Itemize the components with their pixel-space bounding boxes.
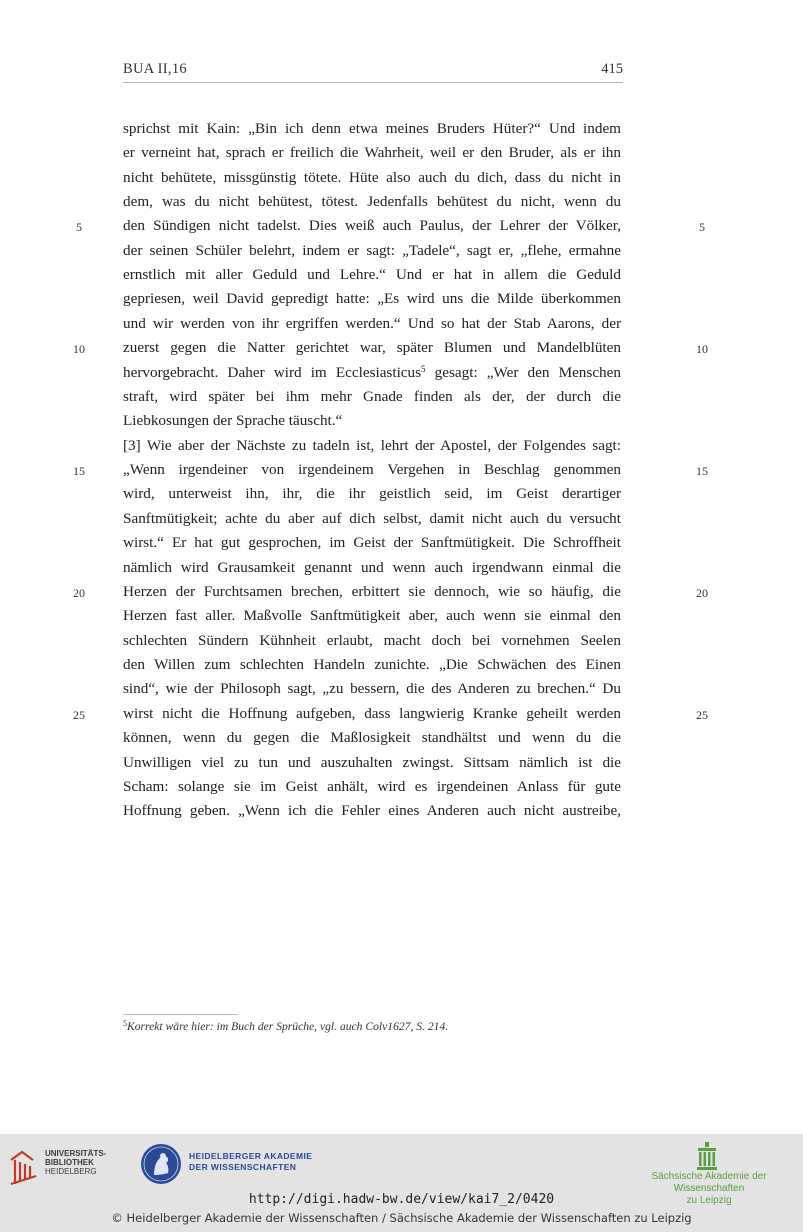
hadw-line: DER WISSENSCHAFTEN <box>189 1162 297 1172</box>
academy-leipzig-building-icon[interactable] <box>696 1142 718 1170</box>
hadw-line: HEIDELBERGER AKADEMIE <box>189 1151 313 1161</box>
line-number: 25 <box>73 708 85 722</box>
text-line: nicht behütete, missgünstig tötete. Hüte also auch du dich, dass du nicht in <box>123 169 621 186</box>
line-number: 10 <box>73 342 85 356</box>
ub-line: UNIVERSITÄTS- <box>45 1149 107 1158</box>
text-line: der seinen Schüler belehrt, indem er sagt: „Tadele“, sagt er, „flehe, ermahne <box>123 242 621 259</box>
line-number: 25 <box>696 708 708 722</box>
text-line: er verneint hat, sprach er freilich die Wahrheit, weil er den Bruder, als er ihn <box>123 144 621 161</box>
text-line: [3] Wie aber der Nächste zu tadeln ist, lehrt der Apostel, der Folgendes sagt: <box>123 437 621 454</box>
page-number: 415 <box>601 61 623 77</box>
text-line: gepriesen, weil David gepredigt hatte: „Es wird uns die Milde überkommen <box>123 290 621 307</box>
text-line: können, wenn du gegen die Maßlosigkeit standhältst und wenn du die <box>123 729 621 746</box>
text-line <box>123 362 621 384</box>
text-line: den Willen zum schlechten Handeln zunichte. „Die Schwächen des Einen <box>123 656 621 673</box>
academy-medallion-icon[interactable] <box>140 1142 182 1186</box>
text-line: Herzen der Furchtsamen brechen, erbittert sie dennoch, wie so häufig, die <box>123 583 621 600</box>
footnote-marker: 5 <box>123 1019 127 1028</box>
text-line: zuerst gegen die Natter gerichtet war, später Blumen und Mandelblüten <box>123 339 621 356</box>
text-line: den Sündigen nicht tadelst. Dies weiß auch Paulus, der Lehrer der Völker, <box>123 217 621 234</box>
text-line: schlechten Sündern Kühnheit erlaubt, macht doch bei vornehmen Seelen <box>123 632 621 649</box>
text-line: nämlich wird Grausamkeit genannt und wenn auch irgendwann einmal die <box>123 559 621 576</box>
footnote-divider <box>123 1014 238 1015</box>
footnote-reference[interactable]: 5 <box>421 364 426 374</box>
text-line: Scham: solange sie im Geist anhält, wird es irgendeinen Anlass für gute <box>123 778 621 795</box>
permalink-url[interactable]: http://digi.hadw-bw.de/view/kai7_2/0420 <box>248 1192 555 1207</box>
line-number: 15 <box>696 464 708 478</box>
text-line: sind“, wie der Philosoph sagt, „zu bessern, die des Anderen zu brechen.“ Du <box>123 680 621 697</box>
text-line: ernstlich mit aller Geduld und Lehre.“ Und er hat in allem die Geduld <box>123 266 621 283</box>
text-line: Hoffnung geben. „Wenn ich die Fehler eines Anderen auch nicht austreibe, <box>123 802 621 819</box>
text-line: „Wenn irgendeiner von irgendeinem Vergehen in Beschlag genommen <box>123 461 621 478</box>
text-line: wirst.“ Er hat gut gesprochen, im Geist der Sanftmütigkeit. Die Schroffheit <box>123 534 621 551</box>
line-number: 5 <box>699 220 705 234</box>
ub-line: HEIDELBERG <box>45 1167 97 1176</box>
copyright-notice: © Heidelberger Akademie der Wissenschaften / Sächsische Akademie der Wissenschaften zu Leipzig <box>111 1211 692 1225</box>
footer-bar <box>0 1134 803 1232</box>
text-line: Unwilligen viel zu tun und auszuhalten zwingst. Sittsam nämlich ist die <box>123 754 621 771</box>
academy-heidelberg-name <box>189 1151 312 1173</box>
running-header <box>123 60 623 83</box>
text-line: Sanftmütigkeit; achte du aber auf dich selbst, damit nicht auch du versucht <box>123 510 621 527</box>
header-title: BUA II,16 <box>123 61 187 77</box>
footnote-text: Korrekt wäre hier: im Buch der Sprüche, vgl. auch Colv1627, S. 214. <box>127 1020 449 1033</box>
text-line: wird, unterweist ihn, ihr, die ihr geistlich seid, im Geist derartiger <box>123 485 621 502</box>
footnote <box>123 1020 448 1033</box>
text-fragment: hervorgebracht. Daher wird im Ecclesiasticus <box>123 364 422 381</box>
ub-line: BIBLIOTHEK <box>45 1158 94 1167</box>
text-line: sprichst mit Kain: „Bin ich denn etwa meines Bruders Hüter?“ Und indem <box>123 120 621 137</box>
university-library-name <box>45 1149 106 1176</box>
saw-line: zu Leipzig <box>686 1195 732 1206</box>
text-line: Liebkosungen der Sprache täuscht.“ <box>123 412 343 429</box>
line-number: 15 <box>73 464 85 478</box>
text-line: straft, wird später bei ihm mehr Gnade finden als der, der durch die <box>123 388 621 405</box>
text-line: wirst nicht die Hoffnung aufgeben, dass langwierig Kranke geheilt werden <box>123 705 621 722</box>
line-number: 20 <box>73 586 85 600</box>
line-number: 20 <box>696 586 708 600</box>
text-line: dem, was du nicht behütest, tötest. Jedenfalls behütest du nicht, wenn du <box>123 193 621 210</box>
text-fragment: gesagt: „Wer den Menschen <box>425 364 621 381</box>
text-line: Herzen fast aller. Maßvolle Sanftmütigkeit aber, auch wenn sie einmal den <box>123 607 621 624</box>
saw-line: Sächsische Akademie der Wissenschaften <box>651 1171 767 1194</box>
line-number: 10 <box>696 342 708 356</box>
line-number: 5 <box>76 220 82 234</box>
text-line: und wir werden von ihr ergriffen werden.“ Und so hat der Stab Aarons, der <box>123 315 621 332</box>
